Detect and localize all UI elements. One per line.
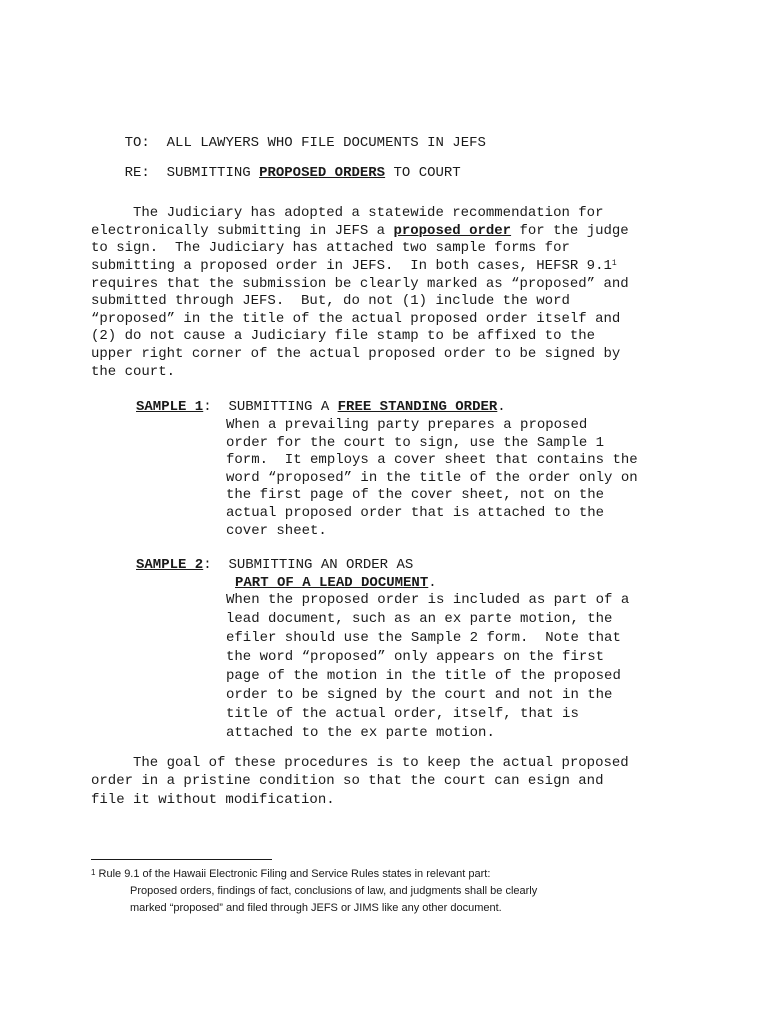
intro-line-6: submitted through JEFS. But, do not (1) include the word	[91, 293, 570, 309]
intro-line-3: to sign. The Judiciary has attached two sample forms for	[91, 240, 570, 256]
body-line: When the proposed order is included as part of a	[226, 592, 630, 608]
body-line: title of the actual order, itself, that is	[226, 706, 579, 722]
footnote-number: 1	[91, 868, 96, 877]
intro-line-9: upper right corner of the actual proposed order to be signed by	[91, 346, 621, 362]
closing-line-3: file it without modification.	[91, 792, 335, 808]
re-prefix: SUBMITTING	[166, 165, 251, 181]
intro-line-7: “proposed” in the title of the actual proposed order itself and	[91, 311, 621, 327]
re-label: RE:	[124, 165, 150, 181]
sample1-heading: SAMPLE 1: SUBMITTING A FREE STANDING ORDER.	[136, 399, 506, 415]
body-line: the first page of the cover sheet, not on the	[226, 487, 605, 504]
footnote-line-3: marked “proposed” and filed through JEFS or JIMS like any other document.	[130, 902, 502, 914]
sample2-heading-line-2: PART OF A LEAD DOCUMENT.	[235, 575, 437, 591]
intro-line-8: (2) do not cause a Judiciary file stamp to be affixed to the	[91, 328, 596, 344]
re-suffix: TO COURT	[393, 165, 461, 181]
free-standing-order-emphasis: FREE STANDING ORDER	[337, 399, 498, 415]
footnote-line-2: Proposed orders, findings of fact, conclusions of law, and judgments shall be clearly	[130, 885, 538, 897]
proposed-order-emphasis: proposed order	[393, 223, 512, 239]
body-line: the word “proposed” only appears on the first	[226, 649, 605, 665]
body-line: form. It employs a cover sheet that contains the	[226, 452, 638, 469]
closing-line-1: The goal of these procedures is to keep the actual proposed	[91, 755, 629, 771]
intro-line-2: electronically submitting in JEFS a proposed order for the judge	[91, 223, 629, 239]
footnote-reference: 1	[611, 259, 617, 268]
intro-line-1: The Judiciary has adopted a statewide recommendation for	[91, 205, 604, 221]
body-line: attached to the ex parte motion.	[226, 725, 495, 741]
intro-line-10: the court.	[91, 364, 176, 380]
re-bold-subject: PROPOSED ORDERS	[259, 165, 386, 181]
closing-line-2: order in a pristine condition so that the court can esign and	[91, 773, 604, 789]
footnote-separator	[91, 859, 272, 860]
footnote-line-1: $^1$ Rule 9.1 of the Hawaii Electronic Filing and Service Rules states in relevant part:	[91, 868, 491, 880]
body-line: When a prevailing party prepares a proposed	[226, 417, 588, 433]
body-line: efiler should use the Sample 2 form. Note that	[226, 630, 621, 646]
sample2-heading: SAMPLE 2: SUBMITTING AN ORDER AS	[136, 557, 414, 573]
intro-line-5: requires that the submission be clearly marked as “proposed” and	[91, 276, 629, 292]
body-line: lead document, such as an ex parte motion, the	[226, 611, 613, 627]
to-label: TO:	[124, 135, 150, 151]
re-line	[91, 146, 461, 200]
intro-line-4: submitting a proposed order in JEFS. In both cases, HEFSR 9.1$^1$	[91, 258, 617, 274]
body-line: word “proposed” in the title of the order only on	[226, 469, 638, 486]
sample1-label: SAMPLE 1	[136, 399, 204, 415]
body-line: order for the court to sign, use the Sample 1	[226, 434, 605, 451]
sample2-label: SAMPLE 2	[136, 557, 204, 573]
to-text: ALL LAWYERS WHO FILE DOCUMENTS IN JEFS	[166, 135, 486, 151]
body-line: page of the motion in the title of the proposed	[226, 668, 621, 684]
lead-document-emphasis: PART OF A LEAD DOCUMENT	[235, 575, 429, 591]
body-line: order to be signed by the court and not in the	[226, 687, 613, 703]
body-line: actual proposed order that is attached to the	[226, 505, 605, 521]
body-line: cover sheet.	[226, 522, 327, 539]
